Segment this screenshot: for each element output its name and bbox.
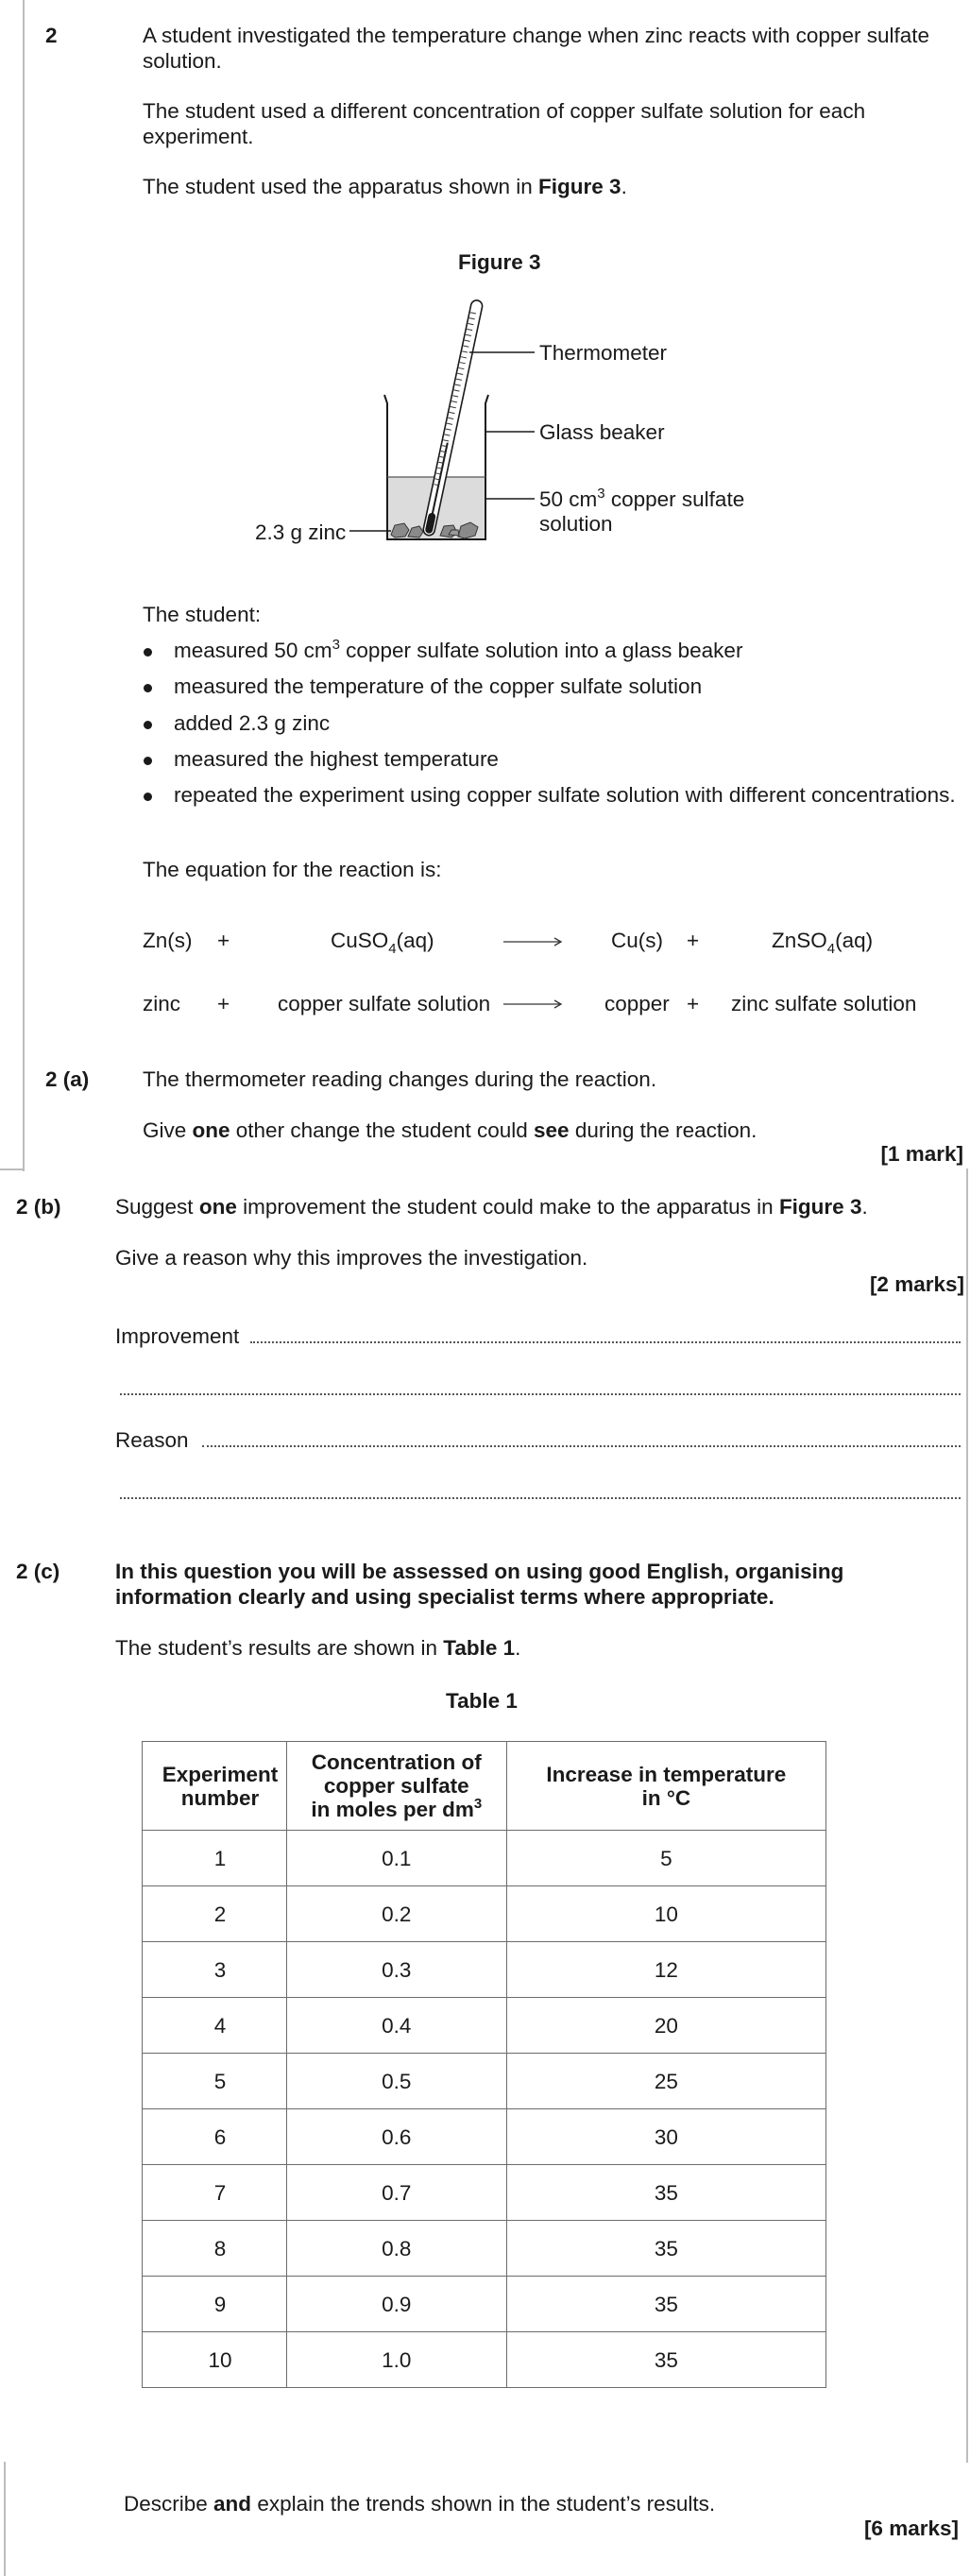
cell-temperature: 10: [506, 1886, 825, 1942]
equation-lead: The equation for the reaction is:: [143, 858, 442, 881]
question-text-part: Describe: [124, 2492, 214, 2516]
table-row: [143, 1942, 826, 1998]
header-text: Concentration of: [311, 1750, 482, 1774]
cell-temperature: 25: [506, 2054, 825, 2109]
table-row: [143, 1886, 826, 1942]
cell-experiment: 9: [143, 2277, 287, 2332]
question-number: 2 (b): [16, 1195, 61, 1219]
intro-text-part: The student used the apparatus shown in: [143, 175, 539, 198]
question-number: 2: [45, 24, 58, 47]
header-text: copper sulfate: [323, 1774, 469, 1798]
plus-sign: +: [687, 992, 700, 1015]
marks-label: [1 mark]: [880, 1142, 963, 1166]
cell-temperature: 35: [506, 2277, 825, 2332]
question-text: Give a reason why this improves the investigation.: [115, 1246, 588, 1270]
answer-line[interactable]: [120, 1497, 961, 1499]
cell-temperature: 35: [506, 2221, 825, 2277]
word-product-2: zinc sulfate solution: [731, 992, 917, 1015]
cell-experiment: 3: [143, 1942, 287, 1998]
cell-concentration: 0.2: [286, 1886, 506, 1942]
table-row: [143, 2221, 826, 2277]
header-concentration: [286, 1742, 506, 1831]
cell-concentration: 0.5: [286, 2054, 506, 2109]
cell-concentration: 0.9: [286, 2277, 506, 2332]
cell-concentration: 0.6: [286, 2109, 506, 2165]
reaction-arrow: [503, 998, 564, 1011]
table-row: [143, 2109, 826, 2165]
bullet: [144, 648, 152, 657]
formula-part: (aq): [835, 929, 874, 952]
subscript: 4: [826, 941, 836, 957]
intro-text: The student used a different concentration of copper sulfate solution for each experiment.: [143, 99, 866, 148]
label-solution-part: 50 cm: [539, 487, 598, 511]
formula-part: ZnSO: [772, 929, 827, 952]
header-text: number: [180, 1785, 260, 1810]
cell-experiment: 10: [143, 2332, 287, 2388]
cell-concentration: 0.1: [286, 1831, 506, 1886]
figure-reference: Figure 3: [778, 1195, 862, 1219]
cell-temperature: 20: [506, 1998, 825, 2054]
superscript: 3: [473, 1796, 483, 1812]
cell-concentration: 1.0: [286, 2332, 506, 2388]
apparatus-diagram: [0, 0, 970, 661]
reaction-arrow: [503, 935, 564, 948]
cell-temperature: 12: [506, 1942, 825, 1998]
page-margin-line: [4, 2462, 6, 2576]
cell-concentration: 0.3: [286, 1942, 506, 1998]
cell-experiment: 7: [143, 2165, 287, 2221]
label-glass-beaker: Glass beaker: [539, 420, 665, 444]
table-row: [143, 2054, 826, 2109]
question-text: [115, 1194, 868, 1220]
cell-experiment: 2: [143, 1886, 287, 1942]
method-step-part: measured 50 cm: [174, 639, 332, 662]
plus-sign: +: [217, 929, 230, 952]
intro-text-part: .: [621, 175, 627, 198]
symbol-product-2: [772, 928, 874, 957]
cell-experiment: 5: [143, 2054, 287, 2109]
cell-experiment: 1: [143, 1831, 287, 1886]
label-solution-part: copper sulfate: [604, 487, 745, 511]
cell-temperature: 35: [506, 2332, 825, 2388]
bullet: [144, 684, 152, 692]
plus-sign: +: [217, 992, 230, 1015]
cell-temperature: 35: [506, 2165, 825, 2221]
table-header-row: [143, 1742, 826, 1831]
cell-experiment: 6: [143, 2109, 287, 2165]
section-divider: [0, 1169, 25, 1170]
question-text-part: during the reaction.: [569, 1118, 757, 1142]
figure-reference: Figure 3: [538, 175, 621, 198]
question-text: [143, 1117, 757, 1143]
label-solution: [539, 486, 744, 512]
cell-experiment: 8: [143, 2221, 287, 2277]
question-text-part: explain the trends shown in the student’s results.: [251, 2492, 716, 2516]
subscript: 4: [388, 941, 397, 957]
label-solution: solution: [539, 512, 613, 536]
header-experiment-number: [143, 1742, 287, 1831]
label-zinc: 2.3 g zinc: [255, 520, 347, 544]
superscript: 3: [332, 637, 340, 653]
bullet: [144, 793, 152, 801]
plus-sign: +: [687, 929, 700, 952]
reason-label: Reason: [115, 1428, 189, 1452]
method-step: added 2.3 g zinc: [174, 711, 331, 735]
word-reactant-2: copper sulfate solution: [278, 992, 491, 1015]
question-text-part: The student’s results are shown in: [115, 1636, 444, 1660]
question-text-part: improvement the student could make to the apparatus in: [236, 1195, 779, 1219]
improvement-label: Improvement: [115, 1324, 240, 1348]
intro-text: A student investigated the temperature change when zinc reacts with copper sulfate solution.: [143, 24, 929, 73]
formula-part: (aq): [396, 929, 434, 952]
word-product-1: copper: [604, 992, 670, 1015]
cell-concentration: 0.7: [286, 2165, 506, 2221]
question-text: [124, 2491, 715, 2516]
question-text-part: .: [861, 1195, 868, 1219]
cell-temperature: 5: [506, 1831, 825, 1886]
symbol-reactant-2: [331, 928, 434, 957]
table-title: Table 1: [446, 1689, 518, 1713]
method-step: measured the temperature of the copper sulfate solution: [174, 674, 703, 698]
header-temperature-increase: [506, 1742, 825, 1831]
question-text-part: .: [515, 1636, 521, 1660]
header-text: Experiment: [162, 1762, 279, 1786]
label-thermometer: Thermometer: [539, 341, 668, 365]
answer-line[interactable]: [120, 1393, 961, 1395]
method-step: repeated the experiment using copper sulfate solution with different concentrations.: [174, 783, 956, 807]
results-table: [142, 1741, 826, 2388]
formula-part: CuSO: [331, 929, 389, 952]
table-row: [143, 2165, 826, 2221]
method-step: measured the highest temperature: [174, 747, 499, 771]
question-text: [115, 1635, 520, 1661]
emphasis: see: [534, 1118, 570, 1142]
question-number: 2 (c): [16, 1560, 60, 1583]
cell-experiment: 4: [143, 1998, 287, 2054]
question-text-part: other change the student could: [230, 1118, 535, 1142]
answer-line-improvement[interactable]: [250, 1341, 961, 1343]
header-text: in °C: [641, 1785, 691, 1810]
figure-title: Figure 3: [458, 250, 541, 274]
word-reactant-1: zinc: [143, 992, 181, 1015]
cell-temperature: 30: [506, 2109, 825, 2165]
marks-label: [2 marks]: [869, 1272, 964, 1296]
question-text: The thermometer reading changes during the reaction.: [143, 1067, 657, 1091]
header-text: Increase in temperature: [546, 1762, 787, 1786]
symbol-reactant-1: Zn(s): [143, 929, 193, 952]
cell-concentration: 0.8: [286, 2221, 506, 2277]
superscript: 3: [597, 486, 605, 502]
question-text-part: Suggest: [115, 1195, 199, 1219]
page-margin-line: [966, 1169, 968, 2463]
method-lead: The student:: [143, 603, 262, 626]
question-number: 2 (a): [45, 1067, 90, 1091]
table-row: [143, 2277, 826, 2332]
emphasis: one: [192, 1118, 230, 1142]
method-step-part: copper sulfate solution into a glass beaker: [339, 639, 743, 662]
emphasis: one: [198, 1195, 237, 1219]
assessment-instruction: In this question you will be assessed on using good English, organising information clearly and using specialist terms where appropriate.: [115, 1560, 844, 1609]
table-row: [143, 2332, 826, 2388]
marks-label: [6 marks]: [863, 2516, 959, 2540]
question-text-part: Give: [143, 1118, 193, 1142]
table-row: [143, 1998, 826, 2054]
method-step: [174, 638, 742, 663]
table-reference: Table 1: [443, 1636, 516, 1660]
cell-concentration: 0.4: [286, 1998, 506, 2054]
bullet: [144, 757, 152, 765]
bullet: [144, 721, 152, 729]
header-text: in moles per dm: [311, 1798, 474, 1821]
answer-line-reason[interactable]: [202, 1445, 961, 1447]
emphasis: and: [213, 2492, 252, 2516]
symbol-product-1: Cu(s): [611, 929, 663, 952]
table-row: [143, 1831, 826, 1886]
